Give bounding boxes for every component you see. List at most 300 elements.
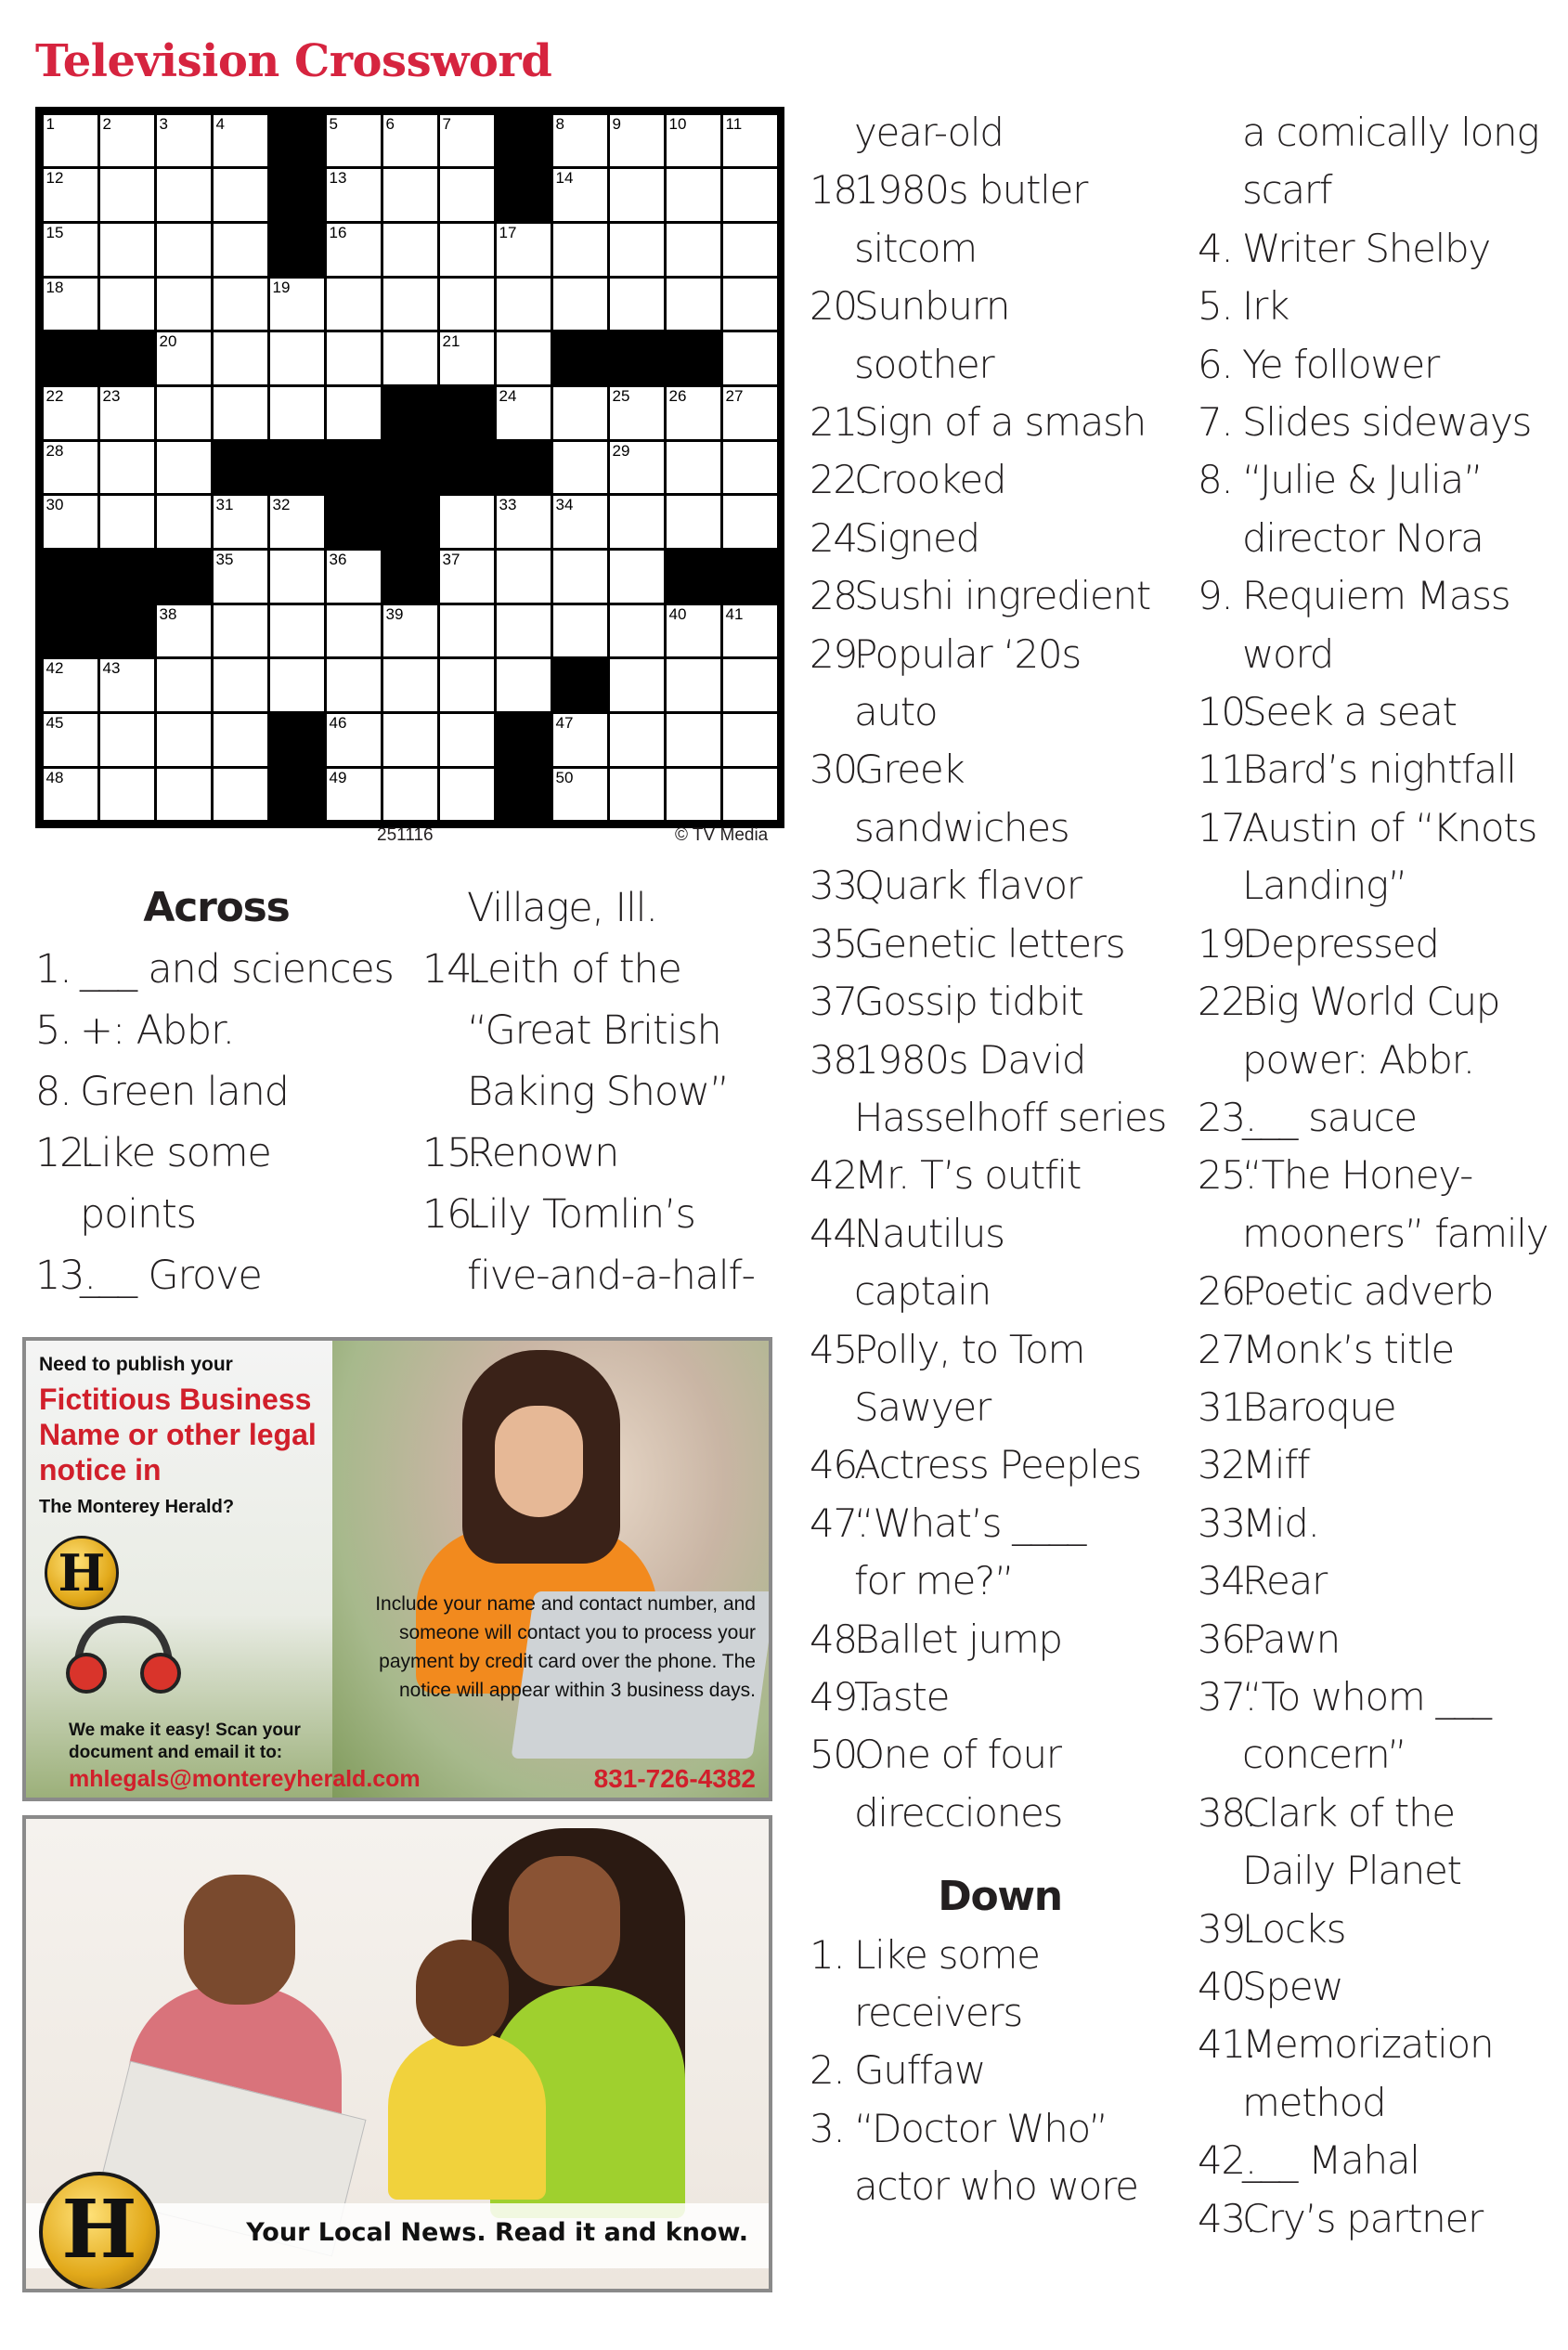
grid-cell[interactable] [497,659,551,711]
clue [1198,741,1564,798]
grid-cell[interactable] [553,224,607,276]
grid-cell[interactable] [723,659,777,711]
grid-cell[interactable] [44,659,97,711]
grid-cell[interactable] [44,169,97,221]
cell-number: 2 [102,114,111,133]
grid-cell[interactable] [270,332,324,384]
grid-cell[interactable] [497,224,551,276]
woman-face [495,1406,583,1517]
clue-number: 29. [810,630,868,677]
grid-cell[interactable] [100,442,154,494]
grid-cell[interactable] [157,224,211,276]
clue-text: Bard’s nightfall [1242,747,1516,793]
grid-cell[interactable] [610,169,664,221]
grid-cell[interactable] [100,279,154,331]
cell-number: 10 [668,114,687,133]
legal-notice-ad[interactable] [22,1337,772,1801]
grid-cell[interactable] [383,605,437,657]
clue [810,2042,1190,2099]
clue-number: 13. [35,1253,96,1299]
grid-cell[interactable] [383,169,437,221]
cell-number: 11 [725,114,743,133]
clue [1198,394,1564,451]
grid-cell[interactable] [214,551,267,603]
clue-text: Ye follower [1242,341,1439,387]
grid-cell[interactable] [497,332,551,384]
grid-cell[interactable] [44,279,97,331]
grid-cell[interactable] [610,279,664,331]
ad-email-link[interactable]: mhlegals@montereyherald.com [69,1766,421,1792]
grid-cell[interactable] [440,115,494,167]
grid-cell[interactable] [667,115,720,167]
grid-cell[interactable] [214,769,267,821]
grid-cell[interactable] [100,496,154,548]
across-heading: Across [143,884,290,931]
down-clues-column-2 [1198,104,1564,2248]
cell-number: 4 [215,114,225,133]
grid-cell[interactable] [440,496,494,548]
clue-number: 37. [1198,1673,1256,1720]
clue-number: 43. [1198,2195,1256,2241]
grid-cell[interactable] [383,279,437,331]
grid-cell[interactable] [440,169,494,221]
clue-continuation: captain [854,1268,991,1315]
grid-cell[interactable] [270,605,324,657]
clue-number: 10. [1198,689,1256,735]
clue-number: 15. [422,1130,483,1176]
grid-cell[interactable] [327,551,381,603]
clue-text: Crooked [854,457,1006,503]
grid-cell[interactable] [270,551,324,603]
clue-text: 1980s butler [854,167,1088,214]
grid-cell[interactable] [723,169,777,221]
grid-cell[interactable] [100,659,154,711]
cell-number: 41 [725,604,744,623]
grid-cell[interactable] [270,279,324,331]
clue [1198,451,1564,509]
grid-cell[interactable] [214,224,267,276]
grid-cell[interactable] [327,659,381,711]
grid-cell[interactable] [553,442,607,494]
clue-text: Requiem Mass [1242,573,1510,619]
grid-cell[interactable] [44,224,97,276]
clue-text: One of four [854,1732,1061,1778]
clue-text: Irk [1242,283,1289,330]
grid-cell[interactable] [214,169,267,221]
grid-cell[interactable] [610,442,664,494]
cell-number: 46 [329,714,347,733]
clue-number: 19. [1198,920,1256,967]
grid-cell[interactable] [270,659,324,711]
grid-cell[interactable] [214,496,267,548]
grid-cell[interactable] [157,714,211,766]
clue [1198,2132,1564,2189]
clue-number: 44. [810,1210,868,1256]
clue-text: +: Abbr. [80,1007,234,1054]
grid-cell[interactable] [270,496,324,548]
cell-number: 43 [102,659,121,678]
clue [810,857,1190,915]
grid-cell[interactable] [497,496,551,548]
clue-text: Polly, to Tom [854,1326,1085,1372]
clue-text: Taste [854,1673,950,1720]
cell-number: 3 [159,114,168,133]
clue [1198,1552,1564,1610]
grid-cell[interactable] [667,442,720,494]
clue-text: Ballet jump [854,1616,1062,1662]
clue [810,1147,1190,1204]
grid-cell[interactable] [157,605,211,657]
cell-number: 48 [45,768,64,786]
ad-headline: Fictitious Business Name or other legal notice in [39,1383,317,1487]
clue-number: 3. [810,2105,845,2151]
clue-continuation: Sawyer [854,1383,991,1430]
grid-cell[interactable] [610,605,664,657]
grid-cell[interactable] [553,769,607,821]
grid-cell[interactable] [667,496,720,548]
clue-number: 41. [1198,2021,1256,2068]
grid-cell[interactable] [667,169,720,221]
grid-cell[interactable] [610,769,664,821]
grid-cell[interactable] [157,332,211,384]
grid-cell[interactable] [440,551,494,603]
clue-continuation: mooners” family [1242,1210,1549,1256]
grid-cell[interactable] [440,659,494,711]
grid-cell[interactable] [157,659,211,711]
clue-text: Lily Tomlin’s [467,1191,695,1238]
cell-number: 42 [45,659,64,678]
clue [810,1611,1190,1668]
grid-cell[interactable] [667,659,720,711]
man-head [184,1875,295,2005]
clue-text: Greek [854,747,965,793]
clue-number: 47. [810,1500,868,1546]
grid-cell[interactable] [667,279,720,331]
grid-cell[interactable] [100,115,154,167]
grid-cell[interactable] [553,496,607,548]
clue-number: 49. [810,1673,868,1720]
grid-cell[interactable] [440,332,494,384]
grid-cell[interactable] [723,224,777,276]
grid-cell[interactable] [327,605,381,657]
clue-number: 21. [810,399,868,446]
clue-text: Green land [80,1069,289,1115]
clue-continuation: Baking Show” [467,1069,729,1115]
ad-easy-text: We make it easy! Scan your document and email it to: [69,1720,301,1762]
grid-cell[interactable] [553,387,607,439]
cell-number: 47 [555,714,574,733]
grid-cell[interactable] [214,714,267,766]
grid-cell[interactable] [610,115,664,167]
grid-cell[interactable] [553,714,607,766]
clue [810,1726,1190,1784]
cell-number: 1 [45,114,55,133]
clue [1198,1668,1564,1726]
grid-cell[interactable] [723,714,777,766]
grid-cell[interactable] [553,279,607,331]
grid-cell[interactable] [157,169,211,221]
clue-continuation: sandwiches [854,804,1069,850]
cell-number: 33 [499,496,517,514]
clue-number: 5. [35,1007,71,1054]
cell-number: 30 [45,496,64,514]
grid-cell[interactable] [383,332,437,384]
clue [810,741,1190,798]
clue-text: Quark flavor [854,863,1082,909]
clue-text: Memorization [1242,2021,1494,2068]
grid-cell[interactable] [440,714,494,766]
clue-text: Clark of the [1242,1789,1455,1836]
clue-number: 36. [1198,1616,1256,1662]
cell-number: 40 [668,604,687,623]
grid-cell[interactable] [723,442,777,494]
clue-text: Big World Cup [1242,979,1500,1025]
clue-number: 25. [1198,1152,1256,1199]
clue [810,626,1190,683]
grid-cell[interactable] [723,605,777,657]
cell-number: 23 [102,386,121,405]
grid-cell[interactable] [383,224,437,276]
grid-cell[interactable] [157,442,211,494]
grid-cell[interactable] [440,605,494,657]
grid-cell[interactable] [497,279,551,331]
grid-cell[interactable] [497,387,551,439]
cell-number: 27 [725,386,744,405]
clue-number: 22. [1198,979,1256,1025]
grid-cell[interactable] [327,387,381,439]
clue [810,567,1190,625]
clue [810,973,1190,1031]
grid-cell[interactable] [214,605,267,657]
grid-cell[interactable] [44,442,97,494]
grid-cell[interactable] [44,115,97,167]
clue-number: 16. [422,1191,483,1238]
clue-text: Like some [854,1931,1040,1978]
clue [1198,683,1564,741]
clue [1198,1379,1564,1436]
clues-column-3 [810,104,1190,2216]
grid-cell[interactable] [214,115,267,167]
cell-number: 31 [215,496,234,514]
grid-cell[interactable] [610,714,664,766]
local-news-ad[interactable] [22,1815,772,2292]
crossword-grid[interactable] [35,107,784,828]
clue-number: 9. [1198,573,1233,619]
grid-cell[interactable] [553,551,607,603]
grid-cell[interactable] [327,115,381,167]
grid-cell[interactable] [44,714,97,766]
woman-face [509,1856,620,1986]
cell-number: 26 [668,386,687,405]
grid-cell[interactable] [327,332,381,384]
grid-cell[interactable] [610,496,664,548]
clue-text: “Julie & Julia” [1242,457,1483,503]
clue-number: 2. [810,2047,845,2094]
grid-cell[interactable] [723,769,777,821]
clue-text: Depressed [1242,920,1439,967]
grid-cell[interactable] [157,115,211,167]
grid-cell[interactable] [327,714,381,766]
clue-continuation: Daily Planet [1242,1848,1461,1894]
grid-cell[interactable] [667,714,720,766]
clue-text: “The Honey- [1242,1152,1472,1199]
grid-cell[interactable] [667,769,720,821]
clue [810,1321,1190,1379]
clue-text: Writer Shelby [1242,225,1490,271]
cell-number: 16 [329,223,347,241]
grid-cell[interactable] [667,387,720,439]
clue-number: 30. [810,747,868,793]
clue [1198,2190,1564,2248]
clue [1198,1089,1564,1147]
grid-cell[interactable] [157,496,211,548]
clue [810,2100,1190,2158]
grid-cell[interactable] [440,224,494,276]
clue-continuation: scarf [1242,167,1332,214]
clue-text: Austin of “Knots [1242,804,1537,850]
cell-number: 49 [329,768,347,786]
clue-text: Rear [1242,1558,1327,1604]
clue-number: 8. [35,1069,71,1115]
cell-number: 25 [612,386,630,405]
headphones-icon [63,1610,184,1694]
ad-need-text: Need to publish your [39,1354,233,1375]
copyright: © TV Media [675,825,769,845]
clue-text: Mid. [1242,1500,1319,1546]
grid-cell[interactable] [610,659,664,711]
clue-continuation: direcciones [854,1789,1063,1836]
cell-number: 24 [499,386,517,405]
clue-number: 38. [810,1036,868,1083]
cell-number: 39 [385,604,404,623]
clue-continuation: Village, Ill. [467,885,657,931]
grid-cell[interactable] [327,279,381,331]
clue-continuation: actor who wore [854,2163,1138,2210]
grid-cell[interactable] [100,224,154,276]
grid-cell[interactable] [214,387,267,439]
grid-cell[interactable] [553,605,607,657]
grid-cell[interactable] [667,224,720,276]
grid-cell[interactable] [100,387,154,439]
clue-number: 33. [1198,1500,1256,1546]
clue-number: 33. [810,863,868,909]
grid-cell[interactable] [553,169,607,221]
grid-cell[interactable] [44,769,97,821]
grid-cell[interactable] [157,279,211,331]
grid-cell[interactable] [383,659,437,711]
cell-number: 45 [45,714,64,733]
clue-continuation: power: Abbr. [1242,1036,1474,1083]
across-clues-column-2 [422,877,794,1306]
cell-number: 20 [159,332,177,351]
grid-cell[interactable] [100,714,154,766]
cell-number: 34 [555,496,574,514]
clue-number: 12. [35,1130,96,1176]
clue-continuation: year-old [854,110,1004,155]
grid-cell[interactable] [383,115,437,167]
grid-cell[interactable] [383,714,437,766]
grid-cell[interactable] [497,605,551,657]
grid-cell[interactable] [100,769,154,821]
ad-phone-link[interactable]: 831-726-4382 [593,1764,756,1793]
cell-number: 32 [272,496,291,514]
cell-number: 35 [215,551,234,569]
grid-cell[interactable] [667,605,720,657]
grid-cell[interactable] [327,769,381,821]
clue [35,1123,397,1184]
grid-cell[interactable] [610,551,664,603]
grid-cell[interactable] [723,279,777,331]
clue [35,1245,397,1306]
grid-cell[interactable] [327,169,381,221]
clue-text: Popular ‘20s [854,630,1081,677]
clue-text: Like some [80,1130,271,1176]
clue [1198,1901,1564,1958]
page-title: Television Crossword [35,35,552,87]
grid-cell[interactable] [440,769,494,821]
clue-number: 11. [1198,747,1256,793]
clue-number: 23. [1198,1094,1256,1140]
grid-cell[interactable] [610,387,664,439]
grid-cell[interactable] [44,387,97,439]
grid-cell[interactable] [383,769,437,821]
grid-cell[interactable] [214,659,267,711]
grid-cell[interactable] [157,387,211,439]
clue-number: 17. [1198,804,1256,850]
clue-number: 39. [1198,1905,1256,1952]
clue-text: ___ Mahal [1242,2137,1419,2184]
grid-cell[interactable] [440,279,494,331]
cell-number: 8 [555,114,564,133]
clue-number: 8. [1198,457,1233,503]
clue-continuation: director Nora [1242,514,1484,561]
grid-cell[interactable] [327,224,381,276]
clue-text: Leith of the [467,946,681,993]
clue [810,394,1190,451]
clue-continuation: receivers [854,1990,1022,2035]
clue [810,451,1190,509]
grid-cell[interactable] [553,115,607,167]
grid-cell[interactable] [723,115,777,167]
cell-number: 13 [329,169,347,188]
clue-number: 28. [810,573,868,619]
clue [422,939,794,1000]
clue [1198,1495,1564,1552]
grid-cell[interactable] [723,387,777,439]
grid-cell[interactable] [157,769,211,821]
puzzle-id: 251116 [377,825,434,845]
clue-number: 37. [810,979,868,1025]
grid-cell[interactable] [723,496,777,548]
clue [1198,1611,1564,1668]
grid-cell[interactable] [723,332,777,384]
clue-text: Spew [1242,1964,1343,2009]
clue-text: Baroque [1242,1383,1396,1430]
grid-cell[interactable] [214,332,267,384]
clue-number: 42. [1198,2137,1256,2184]
clue-number: 24. [810,514,868,561]
grid-cell[interactable] [100,169,154,221]
grid-cell[interactable] [44,496,97,548]
grid-cell[interactable] [214,279,267,331]
clue-number: 18. [810,167,868,214]
grid-cell[interactable] [497,551,551,603]
cell-number: 12 [45,169,64,188]
grid-cell[interactable] [610,224,664,276]
clue-number: 20. [810,283,868,330]
grid-cell[interactable] [270,387,324,439]
cell-number: 14 [555,169,574,188]
